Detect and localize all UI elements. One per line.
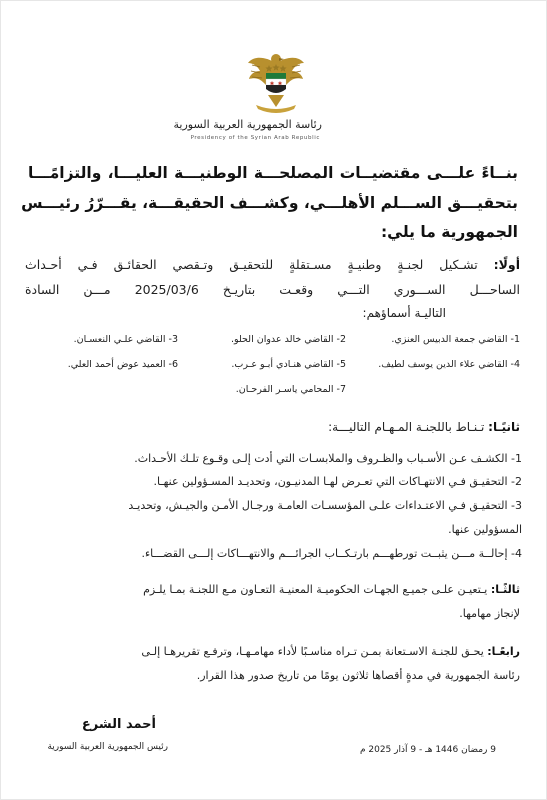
intro-line-2: بتحقيـــق الســـلم الأهلـــي، وكشـــف الحقيقـــة، يقـــرّرُ رئيـــس (21, 194, 518, 212)
member-4: 4- القاضي علاء الدين يوسف لطيف. (378, 359, 520, 370)
decree-date: 9 رمضان 1446 هـ - 9 آذار 2025 م (359, 745, 496, 755)
issuer-name-english: Presidency of the Syrian Arab Republic (190, 135, 320, 141)
member-3: 3- القاضي علـي النعسـان. (73, 334, 178, 345)
first-title: أولًا: (493, 257, 520, 272)
first-line-2: الساحـــل الســـوري التـــي وقعـت بتاريـخ 2025/03/6 مـــن السادة (25, 282, 520, 297)
second-title: ثانيًـا: (488, 420, 520, 434)
member-6: 6- العميد عوض أحمد العلي. (67, 359, 178, 370)
task-1: 1- الكشـف عـن الأسـباب والظـروف والملابسـات التي أدت إلـى وقـوع تلـك الأحـداث. (134, 452, 522, 465)
first-text-1: تشـكيل لجنـةٍ وطنيـةٍ مسـتقلةٍ للتحقيـق وتـقصي الحقائـق فـي أحـداث (25, 257, 478, 272)
intro-line-3: الجمهورية ما يلي: (380, 223, 518, 241)
second-lead: تـنـاط باللجنـة المـهـام التاليـــة: (328, 420, 485, 434)
fourth-line-2: رئاسة الجمهورية في مدةٍ أقصاها ثلاثون يومًا من تاريخ صدور هذا القرار. (196, 669, 520, 682)
third-text-1: يـتعيـن علـى جميـع الجهـات الحكوميـة المعنيـة التعـاون مـع اللجنـة بمـا يلـزم (143, 583, 488, 596)
task-3-continued: المسؤولين عنها. (448, 523, 522, 536)
task-3: 3- التحقيـق فـي الاعتـداءات علـى المؤسسـات العامـة ورجـال الأمـن والجيـش، وتحديـد (128, 499, 522, 512)
intro-line-1: بنــاءً علـــى مقتضيــات المصلحـــة الوطنيـــة العليـــا، والتزامًـــا (28, 164, 518, 182)
first-line-3: التاليـة أسماؤهم: (362, 306, 446, 320)
third-line-2: لإنجاز مهامها. (459, 607, 520, 620)
signatory-title: رئيس الجمهورية العربية السورية (47, 742, 168, 752)
first-line-1 (25, 257, 520, 272)
second-heading (25, 420, 520, 434)
member-5: 5- القاضي هنـادي أبـو عـرب. (231, 359, 346, 370)
eagle-emblem-icon (246, 49, 306, 115)
member-7: 7- المحامي ياسـر الفرحـان. (235, 384, 346, 395)
fourth-title: رابعًـا: (487, 645, 520, 658)
task-4: 4- إحالــة مـــن يثبــت تورطهـــم بارتـكــاب الجرائـــم والانتهـــاكات إلـــى القضـــاء. (141, 547, 522, 560)
signatory-name: أحمد الشرع (81, 717, 156, 732)
member-2: 2- القاضي خالد عدوان الحلو. (230, 334, 346, 345)
third-line-1 (25, 583, 520, 596)
fourth-text-1: يحـق للجنـة الاسـتعانة بمـن تـراه مناسـبًا لأداء مهامـهـا، وترفـع تقريرهـا إلـى (141, 645, 484, 658)
task-2: 2- التحقيـق فـي الانتهـاكات التي تعـرض لهـا المدنيـون، وتحديـد المسـؤولين عنهـا. (153, 475, 522, 488)
fourth-line-1 (25, 645, 520, 658)
issuer-name-arabic: رئاسة الجمهورية العربية السورية (173, 118, 322, 131)
member-1: 1- القاضي جمعة الدبيس العنزي. (391, 334, 520, 345)
third-title: ثالثًـا: (490, 583, 520, 596)
